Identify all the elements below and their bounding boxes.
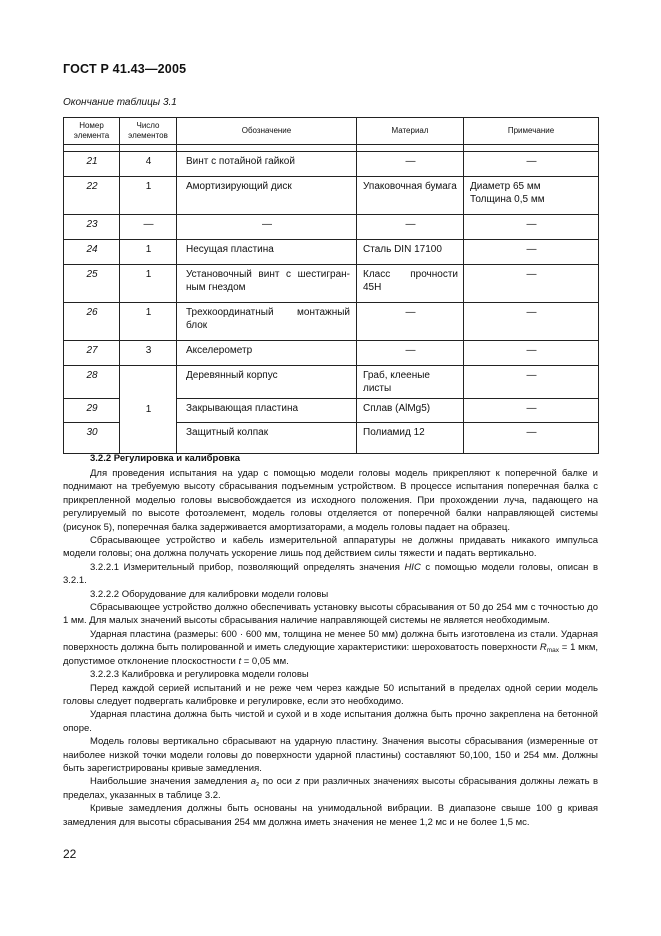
row-number: 24 [64,240,120,265]
row-note: — [464,152,599,177]
row-material: Граб, клееные листы [357,366,464,399]
roughness-symbol: R [539,642,547,654]
row-number: 28 [64,366,120,399]
page-number: 22 [63,847,77,861]
row-designation [177,265,357,303]
row-number: 30 [64,423,120,454]
text-run: по оси [259,776,296,788]
row-note: — [464,240,599,265]
table-header-row [64,118,599,145]
table-row [64,303,599,341]
row-number: 21 [64,152,120,177]
row-number: 27 [64,341,120,366]
deceleration-symbol: a [250,776,257,788]
designation-line: Установочный винт с шестигран- [186,269,350,280]
row-count: 1 [120,265,177,303]
column-header: Обозначение [177,118,357,145]
spacer-cell [120,145,177,152]
paragraph [63,628,598,668]
row-designation: — [177,215,357,240]
spacer-cell [357,145,464,152]
designation-line: Трехкоординатный монтажный [186,307,350,318]
row-designation: Амортизирующий диск [177,177,357,215]
deceleration-subscript: z [256,781,260,789]
text-run: Наибольшие значения замедления [90,776,251,788]
merged-count-cell: 1 [120,366,177,454]
row-number: 23 [64,215,120,240]
column-header: Число элементов [120,118,177,145]
table-row [64,265,599,303]
paragraph: Ударная пластина должна быть чистой и сухой и в ходе испытания должна быть прочно закреплена на бетонной опоре. [63,709,598,734]
row-material: Полиамид 12 [357,423,464,454]
row-material: — [357,341,464,366]
row-material: Сталь DIN 17100 [357,240,464,265]
designation-line: ным гнездом [186,282,246,293]
axis-symbol: z [295,776,301,788]
row-note: — [464,423,599,454]
row-note: — [464,399,599,423]
note-line: Диаметр 65 мм [470,181,541,192]
row-designation: Акселерометр [177,341,357,366]
row-count: 1 [120,303,177,341]
roughness-subscript: max [546,647,559,655]
row-material: Упаковочная бумага [357,177,464,215]
designation-line: блок [186,320,208,331]
column-header: Примечание [464,118,599,145]
spacer-cell [64,145,120,152]
row-material [357,265,464,303]
subclause-title: 3.2.2.3 Калибровка и регулировка модели головы [90,669,309,681]
text-run: 3.2.2.1 Измерительный прибор, позволяющий определять значения [90,561,405,573]
paragraph: Кривые замедления должны быть основаны на унимодальной вибрации. В диапазоне свыше 100 g кривая замедления для высоты сбрасывания 254 мм должна иметь значения не менее 1,2 мс и не более 1,5 мс. [63,803,598,828]
row-count: 1 [120,240,177,265]
table-row [64,177,599,215]
paragraph: Модель головы вертикально сбрасывают на ударную пластину. Значения высоты сбрасывания (измеренные от наиболее низкой точки модели головы до поверхности ударной пластины) составляют 50,100, 150 и 254 мм. Должны быть зарегистрированы кривые замедления. [63,736,598,774]
hic-symbol: HIC [404,561,421,573]
text-run: = 0,05 мм. [241,655,289,667]
row-material: Сплав (AlMg5) [357,399,464,423]
spacer-cell [464,145,599,152]
material-line: 45Н [363,282,382,293]
row-note: — [464,303,599,341]
paragraph: Сбрасывающее устройство и кабель измерительной аппаратуры не должны придавать никакого импульса модели головы; она должна получать ускорение лишь под действием силы тяжести и падать вертикально. [63,535,598,560]
row-material: — [357,303,464,341]
table-row [64,240,599,265]
subclause-title: 3.2.2.2 Оборудование для калибровки модели головы [90,588,329,600]
paragraph: Для проведения испытания на удар с помощью модели головы модель прикрепляют к поперечной балке и поднимают на требуемую высоту сбрасывания подъемным устройством. В процессе испытания поперечная балка с прикрепленной моделью головы высвобождается из исходного положения. При прохождении луча, падающего на регулируемый по высоте фотоэлемент, модель головы отделяется от поперечной балки направляющей системы (рисунок 5), поперечная балка задерживается амортизаторами, а модель головы падает на образец. [63,468,598,533]
row-count: 1 [120,177,177,215]
table-row [64,366,599,399]
row-number: 26 [64,303,120,341]
row-note: — [464,366,599,399]
column-header: Материал [357,118,464,145]
row-designation: Закрывающая пластина [177,399,357,423]
row-designation: Винт с потайной гайкой [177,152,357,177]
row-count: 3 [120,341,177,366]
specification-table [63,117,599,454]
table-row [64,215,599,240]
paragraph: Сбрасывающее устройство должно обеспечивать установку высоты сбрасывания от 50 до 254 мм с точностью до 1 мм. Для малых значений высоты сбрасывания наличие направляющей системы не является необходимым. [63,602,598,627]
row-count: 4 [120,152,177,177]
note-line: Толщина 0,5 мм [470,194,545,205]
row-material: — [357,215,464,240]
row-note: — [464,265,599,303]
row-material: — [357,152,464,177]
text-run: с помощью модели головы, описан в 3.2.1. [63,561,598,587]
text-run: = 1 мкм, допустимое отклонение плоскостности [63,642,598,667]
paragraph: Перед каждой серией испытаний и не реже чем через каждые 50 испытаний в пределах одной серии модель головы следует подвергать калибровке и регулировке, если это необходимо. [63,682,598,707]
table-row [64,152,599,177]
spacer-cell [177,145,357,152]
paragraph [63,561,598,588]
row-note: — [464,215,599,240]
row-designation: Деревянный корпус [177,366,357,399]
table-caption: Окончание таблицы 3.1 [63,97,177,108]
row-number: 22 [64,177,120,215]
document-title: ГОСТ Р 41.43—2005 [63,62,187,76]
flatness-symbol: t [238,655,242,667]
row-note [464,177,599,215]
section-body [63,467,598,829]
section-heading: 3.2.2 Регулировка и калибровка [90,453,241,464]
row-designation [177,303,357,341]
row-number: 25 [64,265,120,303]
row-designation: Защитный колпак [177,423,357,454]
row-number: 29 [64,399,120,423]
table-row [64,341,599,366]
paragraph [63,775,598,802]
material-line: Класс прочности [363,269,458,280]
column-header: Номер элемента [64,118,120,145]
text-run: Ударная пластина (размеры: 600 · 600 мм, толщина не менее 50 мм) должна быть изготовлена из стали. Ударная поверхность должна быть полированной и иметь следующие характеристики: шероховатость поверхности [63,628,598,654]
row-note: — [464,341,599,366]
row-count: — [120,215,177,240]
row-designation: Несущая пластина [177,240,357,265]
header-spacer-row [64,145,599,152]
text-run: при различных значениях высоты сбрасывания должны лежать в пределах, указанных в таблице 3.2. [63,776,599,801]
